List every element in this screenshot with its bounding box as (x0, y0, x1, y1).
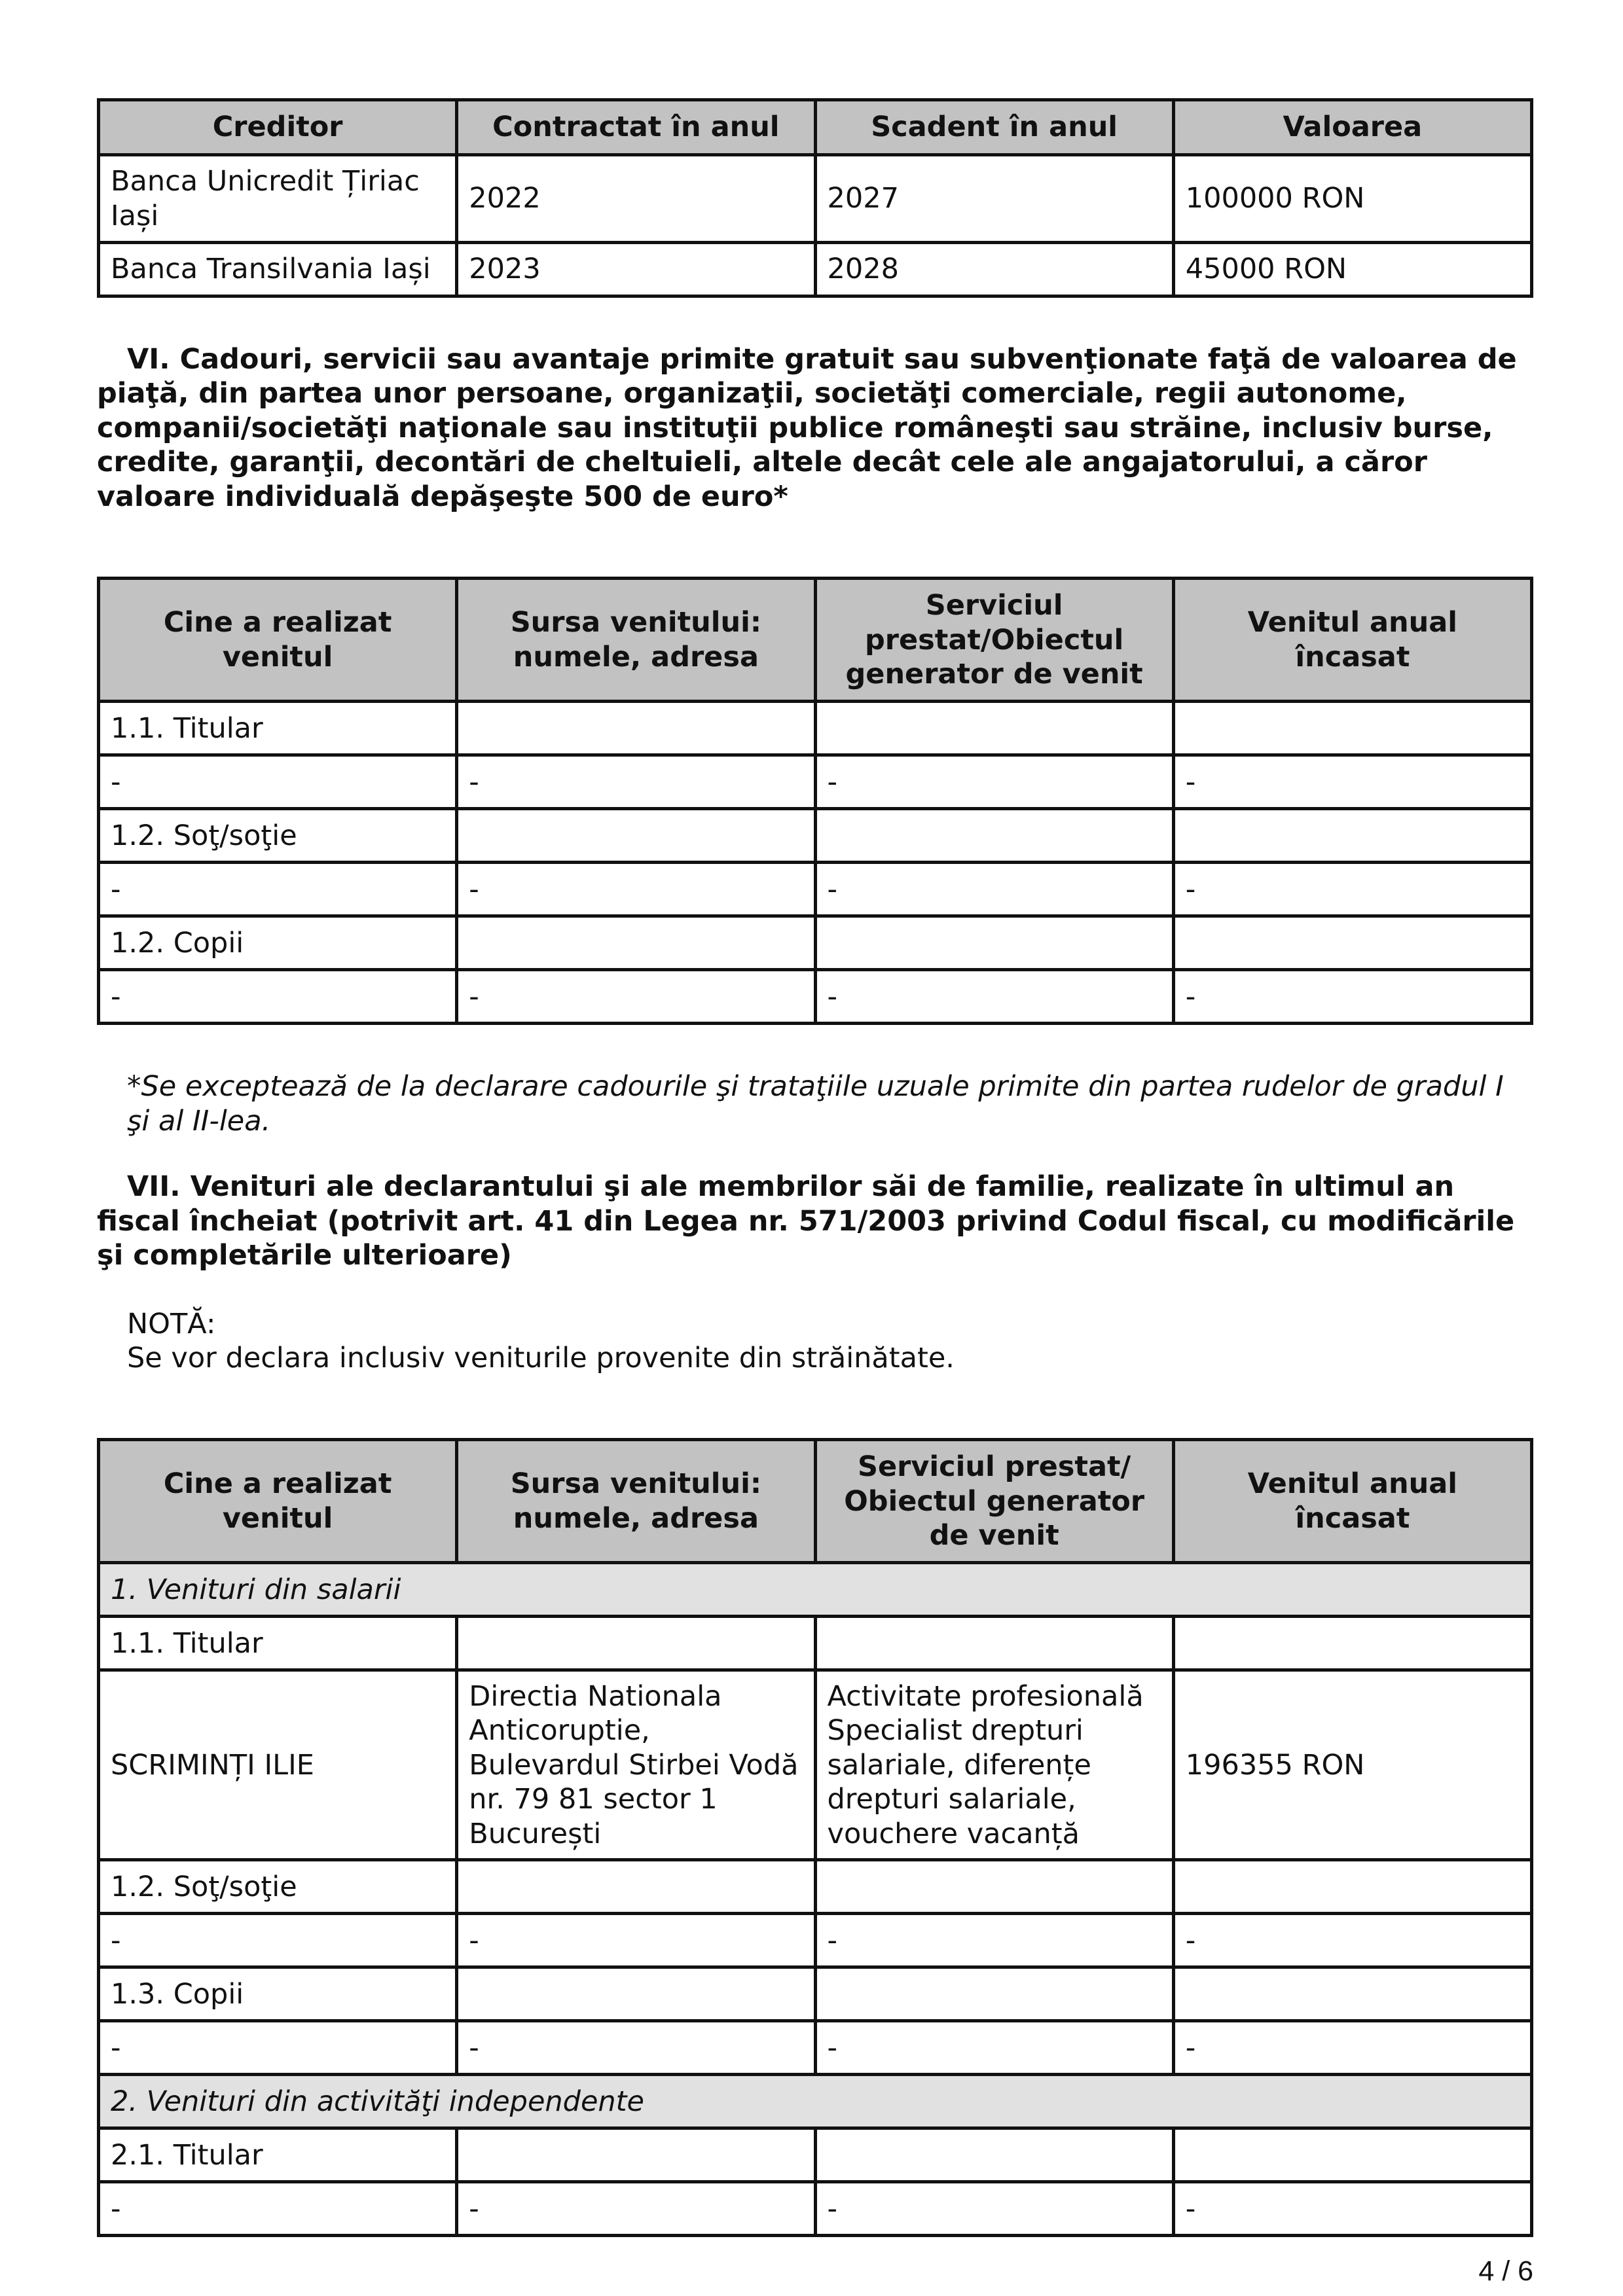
table-cell: - (457, 863, 815, 916)
table-row (99, 1860, 1532, 1914)
table-cell: 1.2. Copii (99, 916, 457, 970)
subsection-row (99, 1563, 1532, 1617)
table-cell: - (815, 2021, 1173, 2075)
table-cell: - (99, 863, 457, 916)
table-cell (457, 1617, 815, 1670)
table-cell: 1.1. Titular (99, 1617, 457, 1670)
column-header: Venitul anual încasat (1173, 579, 1531, 702)
table-cell: 2.1. Titular (99, 2128, 457, 2182)
table-cell (815, 809, 1173, 863)
page-number: 4 / 6 (1478, 2255, 1533, 2287)
table-cell (1173, 1967, 1531, 2021)
table-cell (815, 2128, 1173, 2182)
table-cell: 1.3. Copii (99, 1967, 457, 2021)
note-label: NOTĂ: (127, 1307, 216, 1340)
table-cell: Directia Nationala Anticoruptie, Bulevardul Stirbei Vodă nr. 79 81 sector 1 București (457, 1670, 815, 1860)
column-header: Serviciul prestat/Obiectul generator de venit (815, 579, 1173, 702)
column-header: Sursa venitului: numele, adresa (457, 1440, 815, 1563)
table-cell (1173, 809, 1531, 863)
table-cell (457, 1860, 815, 1914)
table-row (99, 702, 1532, 755)
subsection-heading: 1. Venituri din salarii (99, 1563, 1532, 1617)
table-cell: - (815, 1914, 1173, 1967)
gifts-footnote: *Se exceptează de la declarare cadourile şi trataţiile uzuale primite din partea rudelor de gradul I şi al II-lea. (127, 1070, 1504, 1138)
table-cell: - (1173, 1914, 1531, 1967)
table-cell: - (99, 2021, 457, 2075)
table-cell: - (457, 2021, 815, 2075)
table-header-row (99, 579, 1532, 702)
table-cell: Banca Unicredit Țiriac Iași (99, 155, 457, 243)
subsection-heading: 2. Venituri din activităţi independente (99, 2075, 1532, 2128)
column-header: Valoarea (1173, 100, 1531, 155)
table-cell: - (99, 2182, 457, 2236)
column-header: Serviciul prestat/ Obiectul generator de venit (815, 1440, 1173, 1563)
table-row (99, 916, 1532, 970)
table-row (99, 155, 1532, 243)
table-cell: - (815, 2182, 1173, 2236)
table-cell: - (1173, 863, 1531, 916)
table-row (99, 1617, 1532, 1670)
table-cell: - (99, 970, 457, 1024)
table-cell: - (457, 2182, 815, 2236)
note-text: Se vor declara inclusiv veniturile provenite din străinătate. (127, 1341, 955, 1374)
table-cell (1173, 916, 1531, 970)
table-cell (457, 1967, 815, 2021)
document-page (97, 98, 1533, 2237)
column-header: Contractat în anul (457, 100, 815, 155)
gifts-table (97, 577, 1533, 1025)
table-header-row (99, 100, 1532, 155)
table-row (99, 1670, 1532, 1860)
table-row (99, 2021, 1532, 2075)
table-cell: - (1173, 755, 1531, 809)
table-cell: - (457, 1914, 815, 1967)
column-header: Scadent în anul (815, 100, 1173, 155)
table-cell (457, 702, 815, 755)
column-header: Venitul anual încasat (1173, 1440, 1531, 1563)
table-cell: - (457, 755, 815, 809)
table-cell (1173, 1617, 1531, 1670)
column-header: Cine a realizat venitul (99, 579, 457, 702)
table-cell: 2028 (815, 243, 1173, 296)
table-row (99, 970, 1532, 1024)
table-cell: SCRIMINȚI ILIE (99, 1670, 457, 1860)
table-cell (815, 1967, 1173, 2021)
debts-table (97, 98, 1533, 298)
table-row (99, 1967, 1532, 2021)
column-header: Cine a realizat venitul (99, 1440, 457, 1563)
section-vi-heading: VI. Cadouri, servicii sau avantaje primite gratuit sau subvenţionate faţă de valoarea de piaţă, din partea unor persoane, organizaţii, societăţi comerciale, regii autonome, companii/societăţi naţionale sau instituţii publice româneşti sau străine, inclusiv burse, credite, garanţii, decontări de cheltuieli, altele decât cele ale angajatorului, a căror valoare individuală depăşeşte 500 de euro* (97, 343, 1517, 513)
table-cell: 2022 (457, 155, 815, 243)
table-cell: 45000 RON (1173, 243, 1531, 296)
table-cell: 1.2. Soţ/soţie (99, 1860, 457, 1914)
table-row (99, 2182, 1532, 2236)
table-cell (815, 1860, 1173, 1914)
table-cell (815, 916, 1173, 970)
table-cell (1173, 2128, 1531, 2182)
table-row (99, 2128, 1532, 2182)
table-cell (815, 702, 1173, 755)
table-row (99, 809, 1532, 863)
subsection-row (99, 2075, 1532, 2128)
table-cell (815, 1617, 1173, 1670)
table-cell: 2023 (457, 243, 815, 296)
table-cell (1173, 1860, 1531, 1914)
table-cell: - (815, 863, 1173, 916)
table-cell: - (99, 755, 457, 809)
table-header-row (99, 1440, 1532, 1563)
table-row (99, 1914, 1532, 1967)
table-cell: 2027 (815, 155, 1173, 243)
table-cell: - (1173, 2021, 1531, 2075)
table-row (99, 863, 1532, 916)
table-cell: - (815, 970, 1173, 1024)
section-vii-heading: VII. Venituri ale declarantului şi ale membrilor săi de familie, realizate în ultimul an fiscal încheiat (potrivit art. 41 din Legea nr. 571/2003 privind Codul fiscal, cu modificările şi completările ulterioare) (97, 1170, 1515, 1272)
table-cell: Banca Transilvania Iași (99, 243, 457, 296)
table-cell: 100000 RON (1173, 155, 1531, 243)
column-header: Creditor (99, 100, 457, 155)
table-cell: - (1173, 970, 1531, 1024)
table-row (99, 243, 1532, 296)
table-cell (457, 809, 815, 863)
table-cell: Activitate profesională Specialist drepturi salariale, diferențe drepturi salariale, vouchere vacanță (815, 1670, 1173, 1860)
table-cell: - (1173, 2182, 1531, 2236)
table-cell: 1.2. Soţ/soţie (99, 809, 457, 863)
table-cell (457, 916, 815, 970)
table-cell: - (99, 1914, 457, 1967)
table-cell: 1.1. Titular (99, 702, 457, 755)
table-row (99, 755, 1532, 809)
column-header: Sursa venitului: numele, adresa (457, 579, 815, 702)
table-cell: 196355 RON (1173, 1670, 1531, 1860)
table-cell: - (815, 755, 1173, 809)
table-cell (457, 2128, 815, 2182)
table-cell (1173, 702, 1531, 755)
table-cell: - (457, 970, 815, 1024)
income-table (97, 1438, 1533, 2237)
